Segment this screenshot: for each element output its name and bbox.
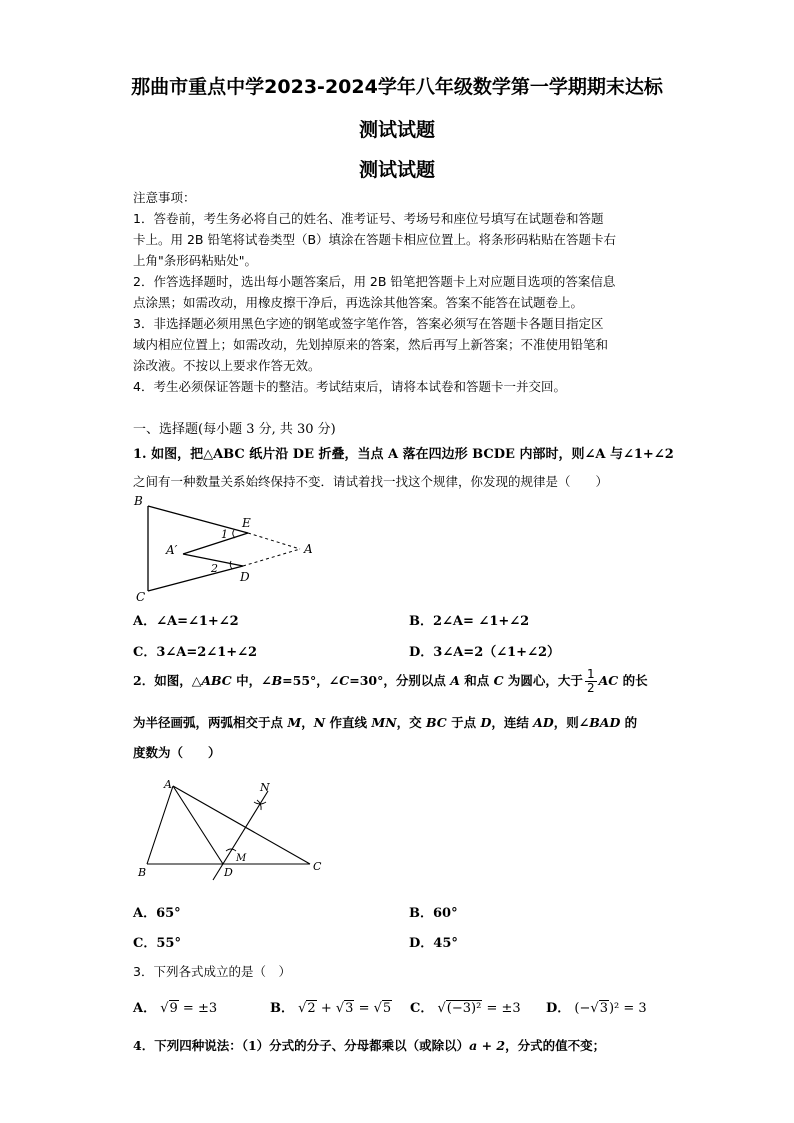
q1-stem-line1: 1. 如图，把△ABC 纸片沿 DE 折叠，当点 A 落在四边形 BCDE 内部时，则∠A 与∠1+∠2 xyxy=(133,447,674,462)
notice-line: 卡上。用 2B 铅笔将试卷类型（B）填涂在答题卡相应位置上。将条形码粘贴在答题卡右 xyxy=(133,232,617,247)
document-title-line1: 那曲市重点中学2023-2024学年八年级数学第一学期期末达标 xyxy=(131,76,663,98)
q2-option-d: D．45° xyxy=(409,936,458,951)
q4-stem-line1: 4．下列四种说法：（1）分式的分子、分母都乘以（或除以）a + 2，分式的值不变； xyxy=(133,1038,606,1053)
q2-option-c: C．55° xyxy=(133,936,181,951)
q1-option-d: D．3∠A=2（∠1+∠2） xyxy=(409,645,561,660)
fraction-one-half: $\frac{1}{2}$ xyxy=(586,667,595,695)
notice-line: 上角"条形码粘贴处"。 xyxy=(133,253,257,268)
document-title-line2: 测试试题 xyxy=(358,119,435,141)
label-A-prime: A′ xyxy=(166,543,178,557)
q3-option-c: C． √(−3)² = ±3 xyxy=(410,1001,521,1016)
label-D: D xyxy=(240,570,250,584)
q1-figure xyxy=(130,493,325,605)
notice-line: 点涂黑；如需改动，用橡皮擦干净后，再选涂其他答案。答案不能答在试题卷上。 xyxy=(133,295,584,310)
notice-line: 1．答卷前，考生务必将自己的姓名、准考证号、考场号和座位号填写在试题卷和答题 xyxy=(133,211,604,226)
q2-stem-line3: 度数为（ ） xyxy=(133,745,221,760)
q3-option-a: A． √9 = ±3 xyxy=(133,1001,218,1016)
q1-option-b: B．2∠A= ∠1+∠2 xyxy=(409,614,530,629)
label-angle-1: 1 xyxy=(221,528,228,541)
q3-option-b: B． √2 + √3 = √5 xyxy=(270,1001,392,1016)
label-B: B xyxy=(138,866,147,879)
label-N: N xyxy=(260,781,270,794)
label-D: D xyxy=(224,866,233,879)
label-A: A xyxy=(304,542,313,556)
q3-option-d: D． (−√3)² = 3 xyxy=(546,1001,647,1016)
notice-line: 4．考生必须保证答题卡的整洁。考试结束后，请将本试卷和答题卡一并交回。 xyxy=(133,379,566,394)
q1-option-c: C．3∠A=2∠1+∠2 xyxy=(133,645,258,660)
label-angle-2: 2 xyxy=(211,562,218,575)
label-B: B xyxy=(134,494,143,508)
q2-option-a: A．65° xyxy=(133,906,181,921)
label-C: C xyxy=(136,590,146,604)
q2-figure xyxy=(130,773,335,885)
notice-line: 域内相应位置上；如需改动，先划掉原来的答案，然后再写上新答案；不准使用铅笔和 xyxy=(133,337,609,352)
q1-option-a: A．∠A=∠1+∠2 xyxy=(133,614,239,629)
q1-stem-line2: 之间有一种数量关系始终保持不变．请试着找一找这个规律，你发现的规律是（ ） xyxy=(133,474,609,489)
q3-stem: 3．下列各式成立的是（ ） xyxy=(133,964,291,979)
label-C: C xyxy=(313,860,322,873)
document-title-line3: 测试试题 xyxy=(358,159,435,181)
label-E: E xyxy=(242,516,251,530)
notice-heading: 注意事项： xyxy=(133,190,196,205)
section-heading: 一、选择题(每小题 3 分, 共 30 分) xyxy=(133,422,336,437)
notice-line: 3．非选择题必须用黑色字迹的钢笔或签字笔作答，答案必须写在答题卡各题目指定区 xyxy=(133,316,604,331)
label-A: A xyxy=(164,778,172,791)
q2-option-b: B．60° xyxy=(409,906,458,921)
q2-stem-line1: 2．如图，△ABC 中，∠B=55°，∠C=30°，分别以点 A 和点 C 为圆心，大于 $\frac{1}{2}$ AC 的长 xyxy=(133,667,648,695)
label-M: M xyxy=(236,853,247,864)
q2-stem-line2: 为半径画弧，两弧相交于点 M，N 作直线 MN，交 BC 于点 D，连结 AD，则∠BAD 的 xyxy=(133,715,638,730)
notice-line: 2．作答选择题时，选出每小题答案后，用 2B 铅笔把答题卡上对应题目选项的答案信息 xyxy=(133,274,616,289)
notice-line: 涂改液。不按以上要求作答无效。 xyxy=(133,358,321,373)
